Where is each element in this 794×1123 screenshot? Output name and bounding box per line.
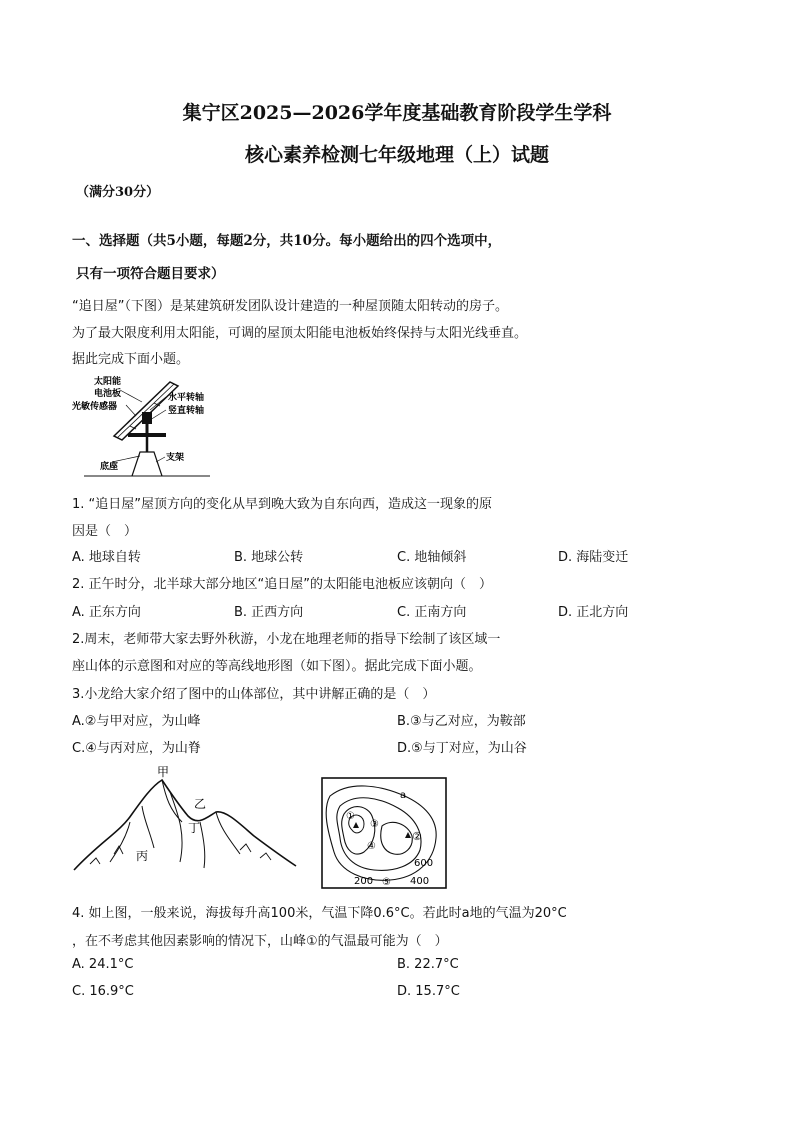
section-heading-line-2: 只有一项符合题目要求） (76, 266, 225, 282)
label-200: 200 (354, 876, 374, 887)
q1-option-b[interactable]: B. 地球公转 (234, 550, 304, 565)
label-circle-3: ③ (370, 819, 379, 830)
q3-option-b[interactable]: B.③与乙对应，为鞍部 (397, 714, 526, 729)
q3-stem: 3.小龙给大家介绍了图中的山体部位，其中讲解正确的是（ ） (72, 687, 436, 702)
q1-stem-line-1: 1. “追日屋”屋顶方向的变化从早到晚大致为自东向西，造成这一现象的原 (72, 497, 493, 512)
intro1-line-2: 为了最大限度利用太阳能，可调的屋顶太阳能电池板始终保持与太阳光线垂直。 (72, 326, 528, 341)
q3-option-c[interactable]: C.④与丙对应，为山脊 (72, 741, 201, 756)
q4-stem-line-2: ，在不考虑其他因素影响的情况下，山峰①的气温最可能为（ ） (72, 934, 448, 949)
q4-stem-line-1: 4. 如上图，一般来说，海拔每升高100米，气温下降0.6°C。若此时a地的气温为20°C (72, 906, 567, 921)
solar-house-figure (70, 372, 220, 480)
q4-option-b[interactable]: B. 22.7°C (397, 957, 459, 972)
q1-option-d[interactable]: D. 海陆变迁 (558, 550, 629, 565)
q1-option-a[interactable]: A. 地球自转 (72, 550, 141, 565)
q1-option-c[interactable]: C. 地轴倾斜 (397, 550, 467, 565)
label-sensor: 光敏传感器 (72, 402, 118, 412)
label-circle-4: ④ (367, 841, 376, 852)
label-solar-1: 太阳能 (94, 377, 122, 387)
score-note: （满分30分） (76, 185, 160, 200)
label-v-axis: 竖直转轴 (168, 406, 205, 416)
label-bing: 丙 (136, 849, 149, 863)
label-frame: 支架 (166, 453, 185, 463)
label-a: a (400, 790, 407, 801)
intro1-line-3: 据此完成下面小题。 (72, 352, 190, 367)
title-line-2: 核心素养检测七年级地理（上）试题 (244, 144, 549, 166)
intro2-line-2: 座山体的示意图和对应的等高线地形图（如下图）。据此完成下面小题。 (72, 659, 482, 674)
intro1-line-1: “追日屋”（下图）是某建筑研发团队设计建造的一种屋顶随太阳转动的房子。 (72, 299, 508, 314)
intro2-line-1: 2.周末，老师带大家去野外秋游，小龙在地理老师的指导下绘制了该区域一 (72, 632, 501, 647)
label-yi: 乙 (194, 797, 207, 811)
section-heading-line-1: 一、选择题（共5小题，每题2分，共10分。每小题给出的四个选项中， (72, 233, 502, 249)
label-400: 400 (410, 876, 430, 887)
q4-option-a[interactable]: A. 24.1°C (72, 957, 134, 972)
q2-stem: 2. 正午时分，北半球大部分地区“追日屋”的太阳能电池板应该朝向（ ） (72, 577, 493, 592)
label-circle-1: ① (346, 811, 355, 822)
label-ding: 丁 (188, 821, 201, 835)
q2-option-b[interactable]: B. 正西方向 (234, 605, 304, 620)
q2-option-c[interactable]: C. 正南方向 (397, 605, 467, 620)
label-jia: 甲 (157, 765, 170, 779)
label-base: 底座 (100, 462, 119, 472)
label-h-axis: 水平转轴 (168, 393, 205, 403)
contour-map (320, 776, 448, 890)
q3-option-a[interactable]: A.②与甲对应，为山峰 (72, 714, 201, 729)
q1-stem-line-2: 因是（ ） (72, 524, 138, 539)
label-600: 600 (414, 858, 434, 869)
label-circle-2: ② (412, 830, 422, 843)
q4-option-d[interactable]: D. 15.7°C (397, 984, 460, 999)
label-solar-2: 电池板 (94, 389, 122, 399)
q2-option-d[interactable]: D. 正北方向 (558, 605, 629, 620)
label-circle-5: ⑤ (382, 877, 391, 888)
title-line-1: 集宁区2025—2026学年度基础教育阶段学生学科 (182, 102, 612, 124)
mountain-sketch (70, 762, 300, 876)
q3-option-d[interactable]: D.⑤与丁对应，为山谷 (397, 741, 527, 756)
q2-option-a[interactable]: A. 正东方向 (72, 605, 141, 620)
q4-option-c[interactable]: C. 16.9°C (72, 984, 134, 999)
